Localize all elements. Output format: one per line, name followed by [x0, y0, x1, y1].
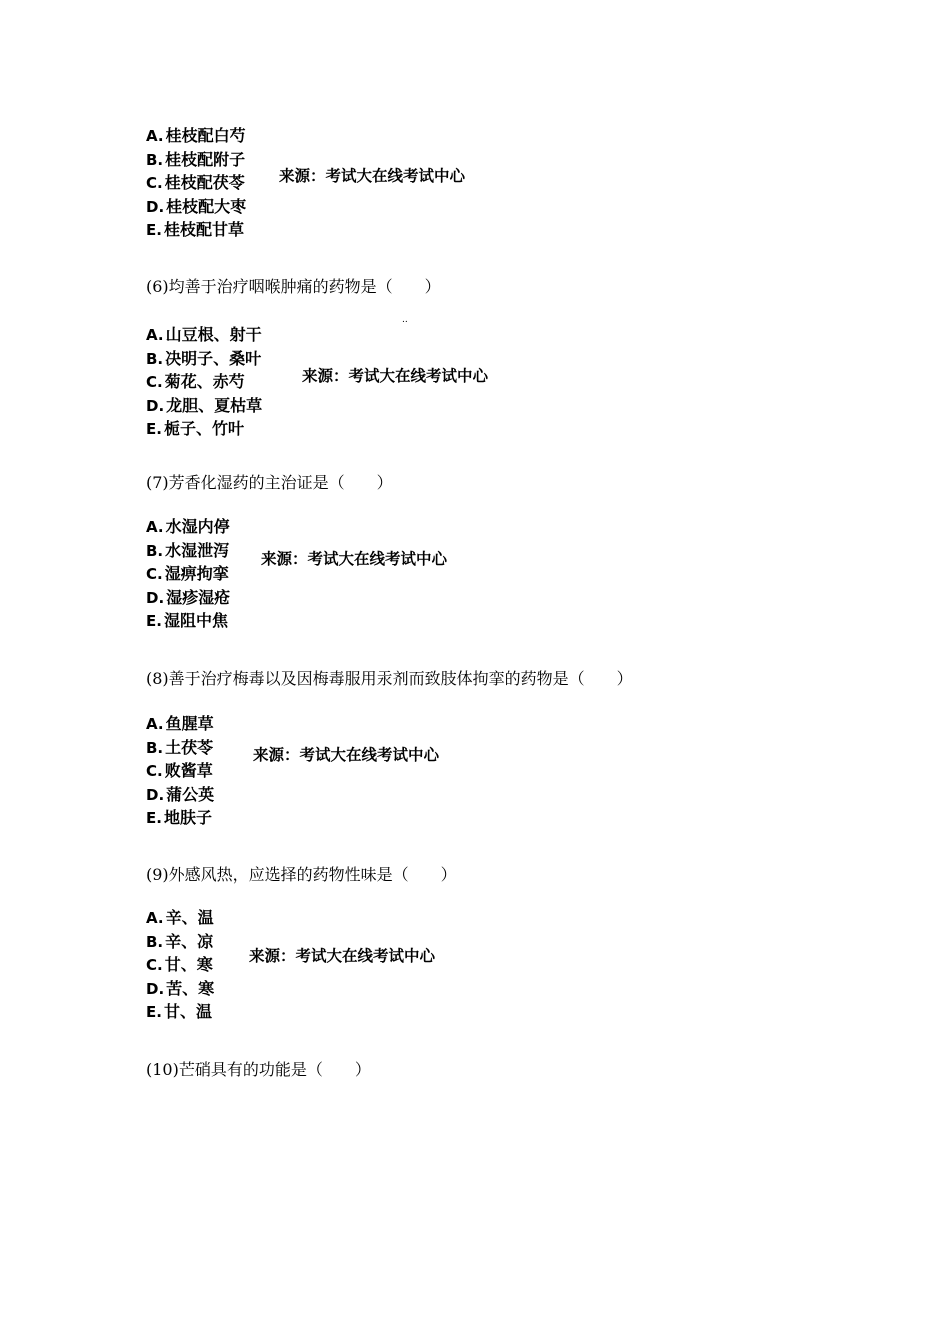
option-text: 菊花、赤芍 [164, 372, 245, 391]
option-b [146, 736, 214, 760]
option-c [146, 562, 230, 586]
option-e [146, 609, 230, 633]
option-text: 桂枝配白芍 [165, 126, 246, 145]
source-watermark-text: 来源：考试大在线考试中心 [302, 366, 489, 385]
option-text: 水湿泄泻 [165, 540, 230, 560]
option-letter: E. [146, 1003, 162, 1021]
option-a [146, 515, 230, 539]
source-watermark-text: 来源：考试大在线考试中心 [261, 549, 448, 568]
stray-mark: .. [402, 315, 408, 325]
option-text: 桂枝配甘草 [163, 220, 244, 239]
source-watermark-text: 来源：考试大在线考试中心 [279, 166, 466, 185]
option-text: 败酱草 [164, 761, 213, 780]
option-d [146, 195, 246, 219]
option-b [146, 347, 262, 371]
option-d [146, 783, 214, 807]
option-letter: D. [146, 979, 165, 998]
option-letter: C. [146, 565, 163, 583]
option-letter: C. [146, 174, 163, 192]
option-letter: B. [146, 541, 164, 560]
question-8: (8)善于治疗梅毒以及因梅毒服用汞剂而致肢体拘挛的药物是（ ） [146, 669, 633, 688]
option-letter: E. [146, 612, 162, 630]
option-text: 辛、温 [165, 908, 214, 927]
question-7: (7)芳香化湿药的主治证是（ ） [146, 473, 393, 492]
option-a [146, 323, 262, 347]
option-text: 甘、寒 [164, 955, 213, 974]
option-b [146, 539, 230, 563]
option-letter: B. [146, 738, 164, 757]
option-letter: D. [146, 785, 165, 804]
options-list-q5 [146, 124, 246, 242]
option-letter: B. [146, 349, 164, 368]
option-text: 水湿内停 [165, 517, 230, 536]
option-c [146, 953, 214, 977]
option-d [146, 394, 262, 418]
option-letter: C. [146, 373, 163, 391]
question-6: (6)均善于治疗咽喉肿痛的药物是（ ） [146, 277, 441, 296]
option-letter: A. [146, 909, 164, 927]
option-d [146, 586, 230, 610]
option-letter: B. [146, 932, 164, 951]
option-letter: E. [146, 221, 162, 239]
option-letter: D. [146, 197, 165, 216]
option-text: 桂枝配大枣 [166, 196, 247, 216]
option-d [146, 977, 214, 1001]
option-text: 辛、凉 [165, 931, 214, 951]
option-text: 甘、温 [163, 1002, 212, 1021]
option-text: 湿痹拘挛 [164, 564, 229, 583]
option-letter: A. [146, 518, 164, 536]
option-letter: E. [146, 420, 162, 438]
option-text: 决明子、桑叶 [165, 348, 262, 368]
options-list-q7 [146, 515, 230, 633]
options-list-q6 [146, 323, 262, 441]
option-letter: D. [146, 588, 165, 607]
option-text: 地肤子 [163, 808, 212, 827]
option-e [146, 218, 246, 242]
option-text: 湿疹湿疮 [166, 587, 231, 607]
option-letter: C. [146, 762, 163, 780]
option-e [146, 1000, 214, 1024]
option-c [146, 759, 214, 783]
option-letter: A. [146, 715, 164, 733]
option-a [146, 712, 214, 736]
option-letter: E. [146, 809, 162, 827]
option-text: 桂枝配茯苓 [164, 173, 245, 192]
option-letter: A. [146, 326, 164, 344]
option-c [146, 370, 262, 394]
question-9: (9)外感风热，应选择的药物性味是（ ） [146, 865, 457, 884]
question-10: (10)芒硝具有的功能是（ ） [146, 1060, 371, 1079]
option-e [146, 417, 262, 441]
option-text: 龙胆、夏枯草 [166, 395, 263, 415]
option-a [146, 906, 214, 930]
option-text: 苦、寒 [166, 978, 215, 998]
option-b [146, 930, 214, 954]
option-c [146, 171, 246, 195]
option-text: 土茯苓 [165, 737, 214, 757]
option-letter: B. [146, 150, 164, 169]
option-e [146, 806, 214, 830]
option-text: 桂枝配附子 [165, 149, 246, 169]
source-watermark-text: 来源：考试大在线考试中心 [249, 946, 436, 965]
option-text: 栀子、竹叶 [163, 419, 244, 438]
option-text: 鱼腥草 [165, 714, 214, 733]
options-list-q9 [146, 906, 214, 1024]
option-text: 湿阻中焦 [163, 611, 228, 630]
option-letter: D. [146, 396, 165, 415]
option-text: 蒲公英 [166, 784, 215, 804]
option-letter: C. [146, 956, 163, 974]
option-letter: A. [146, 127, 164, 145]
source-watermark-text: 来源：考试大在线考试中心 [253, 745, 440, 764]
option-b [146, 148, 246, 172]
options-list-q8 [146, 712, 214, 830]
option-text: 山豆根、射干 [165, 325, 262, 344]
option-a [146, 124, 246, 148]
